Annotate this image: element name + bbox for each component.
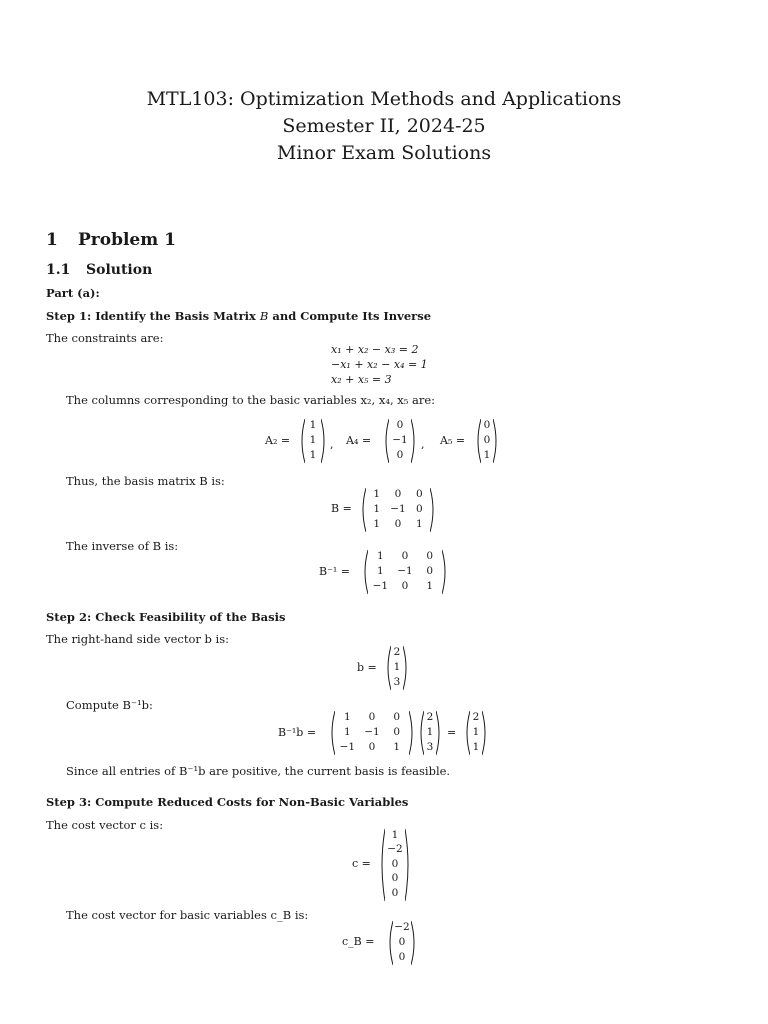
basis-intro: Thus, the basis matrix B is: xyxy=(66,474,225,488)
a5-vector xyxy=(475,418,499,464)
binv-label: B⁻¹ = xyxy=(319,565,351,578)
a5-label: A₅ = xyxy=(440,434,466,447)
part-a-label: Part (a): xyxy=(46,286,100,300)
section-number: 1 xyxy=(46,230,58,250)
b-vector-label: b = xyxy=(357,661,377,674)
section-title: Problem 1 xyxy=(78,230,176,250)
matrix-cell: 2 xyxy=(426,710,434,723)
matrix-cell: 3 xyxy=(393,675,401,688)
basis-matrix xyxy=(360,487,436,533)
right-paren xyxy=(321,418,327,464)
constraint-2: −x₁ + x₂ − x₄ = 1 xyxy=(331,358,428,371)
constraint-1: x₁ + x₂ − x₃ = 2 xyxy=(331,343,419,356)
matrix-cell: 0 xyxy=(391,857,399,870)
matrix-cell: −1 xyxy=(392,433,408,446)
matrix-cell: −2 xyxy=(387,843,403,856)
step1-title: Step 1: Identify the Basis Matrix B and Compute Its Inverse xyxy=(46,309,432,323)
binvb-label: B⁻¹b = xyxy=(278,726,317,739)
right-paren xyxy=(430,487,436,533)
equals-sign: = xyxy=(447,726,457,739)
a4-label: A₄ = xyxy=(346,434,372,447)
matrix-cell: 1 xyxy=(483,448,491,461)
matrix-cell: 1 xyxy=(309,448,317,461)
matrix-cell: −1 xyxy=(397,564,413,577)
matrix-cell: 1 xyxy=(376,564,384,577)
comma-2: , xyxy=(421,438,425,451)
cost-intro: The cost vector c is: xyxy=(46,818,164,832)
matrix-cell: 1 xyxy=(309,433,317,446)
matrix-cell: 0 xyxy=(396,448,404,461)
basic-cost-vector xyxy=(387,920,417,966)
matrix-cell: 0 xyxy=(426,549,433,562)
matrix-cell: 1 xyxy=(393,740,400,753)
c-vector-label: c = xyxy=(352,857,371,870)
matrix-cell: −2 xyxy=(394,920,410,933)
matrix-cell: 3 xyxy=(426,740,434,753)
comma-1: , xyxy=(330,438,334,451)
right-paren xyxy=(405,828,411,902)
right-paren xyxy=(403,645,409,691)
cb-vector-label: c_B = xyxy=(342,935,375,948)
matrix-cell: 1 xyxy=(472,725,480,738)
rhs-intro: The right-hand side vector b is: xyxy=(46,632,229,646)
inverse-intro: The inverse of B is: xyxy=(66,539,179,553)
right-paren xyxy=(436,710,442,756)
right-paren xyxy=(493,418,499,464)
matrix-cell: 1 xyxy=(426,725,434,738)
document-semester: Semester II, 2024-25 xyxy=(282,115,486,137)
matrix-cell: 1 xyxy=(391,828,399,841)
document-title: MTL103: Optimization Methods and Applications xyxy=(146,88,622,110)
matrix-cell: 1 xyxy=(343,710,351,723)
right-paren xyxy=(411,418,417,464)
matrix-cell: 1 xyxy=(373,517,380,530)
feasibility-conclusion: Since all entries of B⁻¹b are positive, the current basis is feasible. xyxy=(66,764,451,778)
matrix-cell: 1 xyxy=(309,418,317,431)
binv-matrix-product xyxy=(329,710,415,756)
matrix-cell: 1 xyxy=(426,579,433,592)
constraints-intro: The constraints are: xyxy=(46,331,164,345)
step3-title: Step 3: Compute Reduced Costs for Non-Basic Variables xyxy=(46,795,409,809)
matrix-cell: 0 xyxy=(394,517,402,530)
compute-intro: Compute B⁻¹b: xyxy=(66,698,153,712)
matrix-cell: 0 xyxy=(401,549,409,562)
matrix-cell: 0 xyxy=(483,418,491,431)
basis-inverse-matrix xyxy=(362,549,448,595)
matrix-cell: 0 xyxy=(396,418,404,431)
columns-intro: The columns corresponding to the basic variables x₂, x₄, x₅ are: xyxy=(66,393,436,407)
matrix-cell: 0 xyxy=(368,740,376,753)
matrix-cell: 1 xyxy=(373,502,380,515)
matrix-cell: −1 xyxy=(372,579,389,592)
matrix-cell: 0 xyxy=(426,564,433,577)
matrix-cell: 0 xyxy=(391,886,399,899)
subsection-title: Solution xyxy=(86,262,153,278)
right-paren xyxy=(482,710,488,756)
binvb-result-vector xyxy=(464,710,488,756)
matrix-cell: 1 xyxy=(373,487,380,500)
matrix-cell: 0 xyxy=(393,725,400,738)
document-subtitle: Minor Exam Solutions xyxy=(276,142,492,164)
matrix-cell: 1 xyxy=(343,725,351,738)
matrix-cell: 0 xyxy=(394,487,402,500)
constraint-3: x₂ + x₅ = 3 xyxy=(331,373,392,386)
right-paren xyxy=(411,920,417,966)
b-matrix-label: B = xyxy=(331,502,352,515)
matrix-cell: 0 xyxy=(368,710,376,723)
cost-vector xyxy=(379,828,411,902)
cb-intro: The cost vector for basic variables c_B is: xyxy=(66,908,309,922)
a4-vector xyxy=(383,418,417,464)
matrix-cell: 0 xyxy=(391,872,399,885)
matrix-cell: 0 xyxy=(398,935,406,948)
matrix-cell: −1 xyxy=(364,725,380,738)
matrix-cell: 2 xyxy=(393,645,401,658)
matrix-cell: 0 xyxy=(483,433,491,446)
a2-label: A₂ = xyxy=(265,434,291,447)
matrix-cell: 0 xyxy=(415,502,423,515)
matrix-cell: −1 xyxy=(390,502,406,515)
matrix-cell: 0 xyxy=(393,710,400,723)
matrix-cell: 1 xyxy=(376,549,384,562)
matrix-cell: 2 xyxy=(472,710,480,723)
b-vector-product xyxy=(418,710,442,756)
matrix-cell: 0 xyxy=(398,950,406,963)
right-paren xyxy=(442,549,448,595)
a2-vector xyxy=(299,418,327,464)
b-vector xyxy=(385,645,409,691)
matrix-cell: −1 xyxy=(339,740,356,753)
matrix-cell: 0 xyxy=(415,487,423,500)
matrix-cell: 1 xyxy=(415,517,423,530)
matrix-cell: 1 xyxy=(472,740,480,753)
step2-title: Step 2: Check Feasibility of the Basis xyxy=(46,610,286,624)
matrix-cell: 1 xyxy=(393,660,401,673)
right-paren xyxy=(409,710,415,756)
matrix-cell: 0 xyxy=(401,579,409,592)
subsection-number: 1.1 xyxy=(46,262,71,278)
